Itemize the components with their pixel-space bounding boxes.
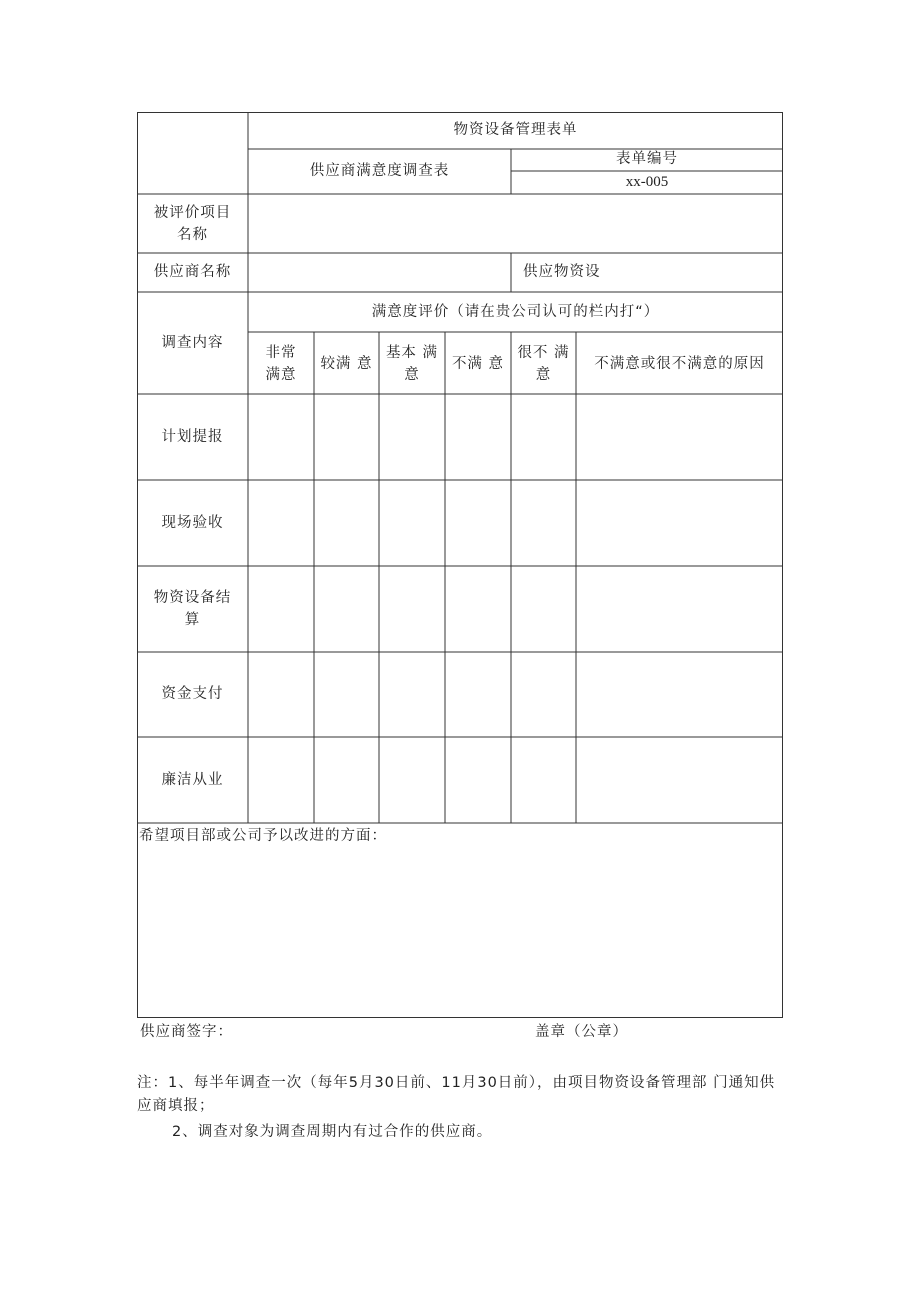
- rating-column-header: 不满意或很不满意的原因: [594, 356, 765, 372]
- form-number-value: xx-005: [625, 174, 669, 190]
- rating-column-header: 不满 意: [451, 356, 505, 372]
- form-number-label: 表单编号: [616, 151, 678, 167]
- rating-column-header: 较满 意: [320, 356, 373, 372]
- survey-row-label: 物资设备结算: [153, 590, 232, 628]
- supply-type-label: 供应物资设: [523, 264, 601, 280]
- survey-row-label: 计划提报: [161, 429, 224, 445]
- rating-column-header: 非常满意: [265, 345, 297, 383]
- project-name-label: 被评价项目名称: [153, 205, 232, 243]
- form-title: 供应商满意度调查表: [309, 163, 450, 179]
- survey-row-label: 廉洁从业: [161, 772, 224, 788]
- improvement-label: 希望项目部或公司予以改进的方面：: [139, 828, 387, 844]
- rating-column-header: 很不 满意: [517, 345, 570, 383]
- note-1: 注：1、每半年调查一次（每年5月30日前、11月30日前），由项目物资设备管理部 门通知供应商填报；: [137, 1075, 776, 1114]
- supplier-name-label: 供应商名称: [153, 264, 232, 280]
- seal-label: 盖章（公章）: [535, 1024, 628, 1040]
- table-grid-lines: [137, 112, 783, 1018]
- supplier-signature-label: 供应商签字：: [140, 1024, 233, 1040]
- survey-form-table: [137, 112, 783, 1018]
- note-2: 2、调查对象为调查周期内有过合作的供应商。: [172, 1124, 493, 1140]
- category-title: 物资设备管理表单: [453, 122, 578, 138]
- survey-content-label: 调查内容: [161, 335, 224, 351]
- evaluation-header: 满意度评价（请在贵公司认可的栏内打“）: [371, 304, 660, 320]
- survey-row-label: 现场验收: [161, 515, 224, 531]
- survey-row-label: 资金支付: [161, 686, 224, 702]
- rating-column-header: 基本 满意: [385, 345, 439, 383]
